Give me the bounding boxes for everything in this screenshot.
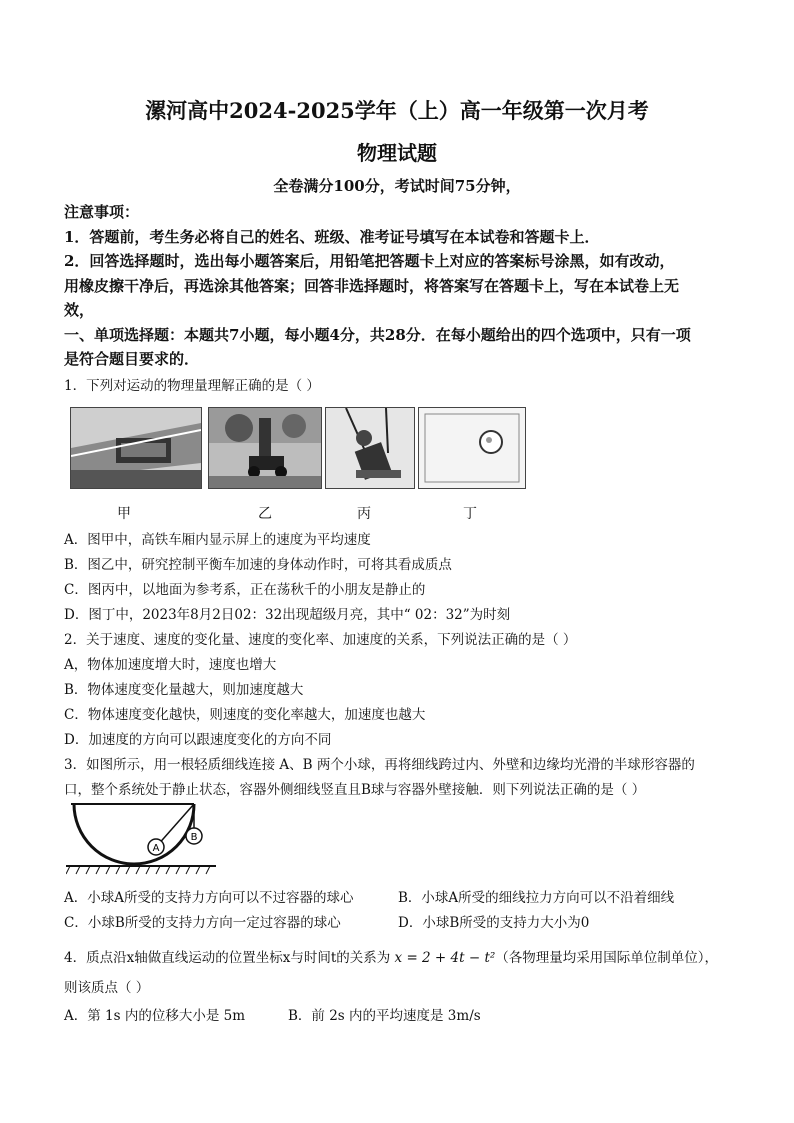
caption-yi: 乙 xyxy=(258,506,272,522)
q2-option-c: C．物体速度变化越快，则速度的变化率越大，加速度也越大 xyxy=(64,707,426,723)
q2-option-b: B．物体速度变化量越大，则加速度越大 xyxy=(64,682,304,698)
q4-option-b: B．前 2s 内的平均速度是 3m/s xyxy=(288,1008,481,1024)
photo-jia xyxy=(70,407,202,489)
q4-equation: x = 2 + 4t − t² xyxy=(394,950,496,966)
section-heading-line2: 是符合题目要求的． xyxy=(64,350,200,368)
q2-option-a: A，物体加速度增大时，速度也增大 xyxy=(64,657,277,673)
caption-jia: 甲 xyxy=(117,506,131,522)
section-heading-line1: 一、单项选择题：本题共7小题，每小题4分，共28分．在每小题给出的四个选项中，只有一项 xyxy=(64,326,691,344)
ball-a-label: A xyxy=(152,843,160,854)
q4-stem-pre: 4．质点沿x轴做直线运动的位置坐标x与时间t的关系为 xyxy=(64,950,391,966)
balance-car-image xyxy=(209,408,321,488)
q3-option-a: A．小球A所受的支持力方向可以不过容器的球心 xyxy=(64,890,354,906)
q3-option-d: D．小球B所受的支持力大小为0 xyxy=(398,915,590,931)
q2-option-d: D．加速度的方向可以跟速度变化的方向不同 xyxy=(64,732,332,748)
q1-option-d: D．图丁中，2023年8月2日02：32出现超级月亮，其中“ 02：32”为时刻 xyxy=(64,607,511,623)
swing-image xyxy=(326,408,414,488)
photo-yi xyxy=(208,407,322,489)
q3-stem-line2: 口，整个系统处于静止状态，容器外侧细线竖直且B球与容器外壁接触．则下列说法正确的是（ ） xyxy=(64,782,646,798)
notice-item-2-line1: 2．回答选择题时，选出每小题答案后，用铅笔把答题卡上对应的答案标号涂黑，如有改动， xyxy=(64,252,675,270)
q1-option-c: C．图丙中，以地面为参考系，正在荡秋千的小朋友是静止的 xyxy=(64,582,426,598)
notice-item-2-line3: 效， xyxy=(64,301,95,319)
q4-option-a: A．第 1s 内的位移大小是 5m xyxy=(64,1008,246,1024)
q3-option-b: B．小球A所受的细线拉力方向可以不沿着细线 xyxy=(398,890,675,906)
exam-info: 全卷满分100分，考试时间75分钟， xyxy=(273,177,521,195)
photo-ding xyxy=(418,407,526,489)
caption-bing: 丙 xyxy=(357,506,371,522)
q1-option-b: B．图乙中，研究控制平衡车加速的身体动作时，可将其看成质点 xyxy=(64,557,452,573)
q3-option-c: C．小球B所受的支持力方向一定过容器的球心 xyxy=(64,915,341,931)
subject-title: 物理试题 xyxy=(357,141,437,165)
notice-item-1: 1．答题前，考生务必将自己的姓名、班级、准考证号填写在本试卷和答题卡上． xyxy=(64,228,600,246)
q1-option-a: A．图甲中，高铁车厢内显示屏上的速度为平均速度 xyxy=(64,532,371,548)
exam-title: 漯河高中2024-2025学年（上）高一年级第一次月考 xyxy=(145,98,649,123)
supermoon-image xyxy=(419,408,525,488)
train-screen-image xyxy=(71,408,201,488)
notice-item-2-line2: 用橡皮擦干净后，再选涂其他答案；回答非选择题时，将答案写在答题卡上，写在本试卷上无 xyxy=(64,277,680,295)
q4-stem-post: （各物理量均采用国际单位制单位）， xyxy=(495,950,719,966)
hemisphere-container-diagram xyxy=(66,800,216,878)
q4-stem-line2: 则该质点（ ） xyxy=(64,980,150,996)
caption-ding: 丁 xyxy=(463,506,477,522)
q4-stem-line1 xyxy=(64,946,718,966)
photo-bing xyxy=(325,407,415,489)
q3-stem-line1: 3．如图所示，用一根轻质细线连接 A、B 两个小球，再将细线跨过内、外壁和边缘均光滑的半球形容器的 xyxy=(64,757,695,773)
q2-stem: 2．关于速度、速度的变化量、速度的变化率、加速度的关系，下列说法正确的是（ ） xyxy=(64,632,577,648)
ball-b-label: B xyxy=(190,832,198,843)
q1-stem: 1．下列对运动的物理量理解正确的是（ ） xyxy=(64,378,320,394)
notice-heading: 注意事项： xyxy=(64,203,140,221)
